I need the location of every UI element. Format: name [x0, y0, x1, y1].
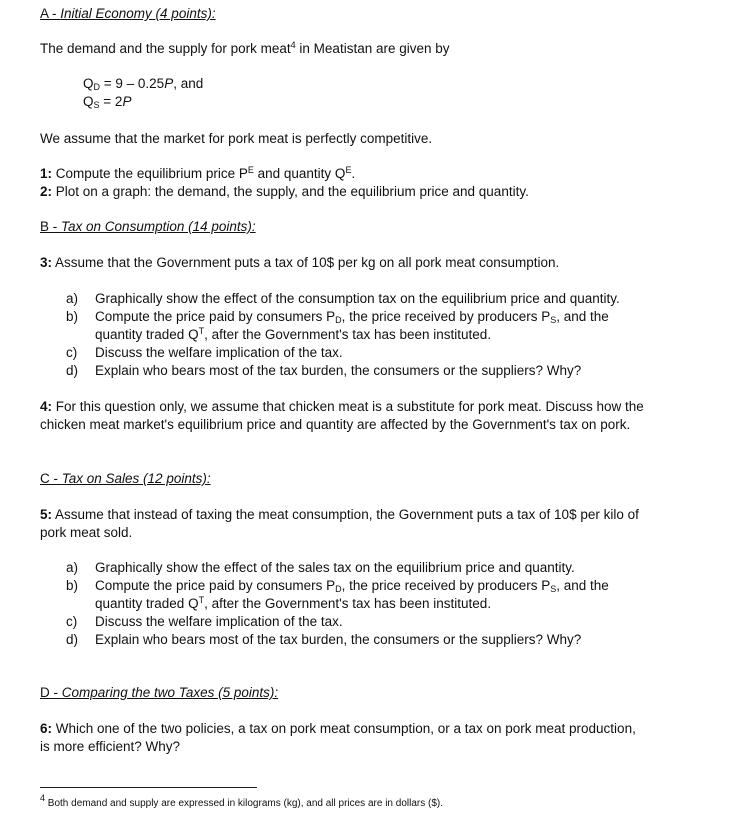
question-3d: d) Explain who bears most of the tax burden, the consumers or the suppliers? Why? — [66, 363, 582, 378]
footnote-ref: 4 — [290, 40, 296, 50]
section-c-heading: C - Tax on Sales (12 points): — [40, 471, 211, 486]
question-3b: b) Compute the price paid by consumers $P_D$, the price received by producers $P_S$, and the — [66, 309, 609, 325]
question-5: 5: Assume that instead of taxing the meat consumption, the Government puts a tax of 10$ per kilo of — [40, 507, 639, 522]
question-4: 4: For this question only, we assume that chicken meat is a substitute for pork meat. Discuss how the — [40, 399, 644, 414]
question-2: 2: Plot on a graph: the demand, the supply, and the equilibrium price and quantity. — [40, 184, 529, 199]
section-a-assumption: We assume that the market for pork meat is perfectly competitive. — [40, 131, 433, 146]
section-b-heading: B - Tax on Consumption (14 points): — [40, 219, 256, 234]
question-1: 1: Compute the equilibrium price $P^E$ and quantity $Q^E$. — [40, 165, 356, 181]
supply-equation: $Q_S = 2P$ — [83, 94, 132, 110]
demand-equation: $Q_D = 9 - 0.25P$, and — [83, 76, 204, 92]
question-4-cont: chicken meat market's equilibrium price and quantity are affected by the Government's tax on pork. — [40, 417, 631, 432]
footnote: $^4$ Both demand and supply are expressed in kilograms (kg), and all prices are in dollars ($). — [40, 793, 443, 809]
question-5a: a) Graphically show the effect of the sales tax on the equilibrium price and quantity. — [66, 560, 575, 575]
question-5d: d) Explain who bears most of the tax burden, the consumers or the suppliers? Why? — [66, 632, 582, 647]
question-5-cont: pork meat sold. — [40, 525, 133, 540]
footnote-divider — [40, 787, 257, 788]
question-5c: c) Discuss the welfare implication of the tax. — [66, 614, 343, 629]
question-6: 6: Which one of the two policies, a tax on pork meat consumption, or a tax on pork meat production, — [40, 721, 636, 736]
section-d-heading: D - Comparing the two Taxes (5 points): — [40, 685, 279, 700]
question-3a: a) Graphically show the effect of the consumption tax on the equilibrium price and quantity. — [66, 291, 620, 306]
question-6-cont: is more efficient? Why? — [40, 739, 181, 754]
question-3c: c) Discuss the welfare implication of the tax. — [66, 345, 343, 360]
question-5b: b) Compute the price paid by consumers $P_D$, the price received by producers $P_S$, and the — [66, 578, 609, 594]
section-a-heading: A - Initial Economy (4 points): — [40, 6, 216, 21]
question-3: 3: Assume that the Government puts a tax of 10$ per kg on all pork meat consumption. — [40, 255, 560, 270]
question-5b-cont: quantity traded $Q^T$, after the Government's tax has been instituted. — [95, 595, 492, 611]
section-a-intro: The demand and the supply for pork meat$^4$ in Meatistan are given by — [40, 40, 450, 56]
question-3b-cont: quantity traded $Q^T$, after the Government's tax has been instituted. — [95, 326, 492, 342]
